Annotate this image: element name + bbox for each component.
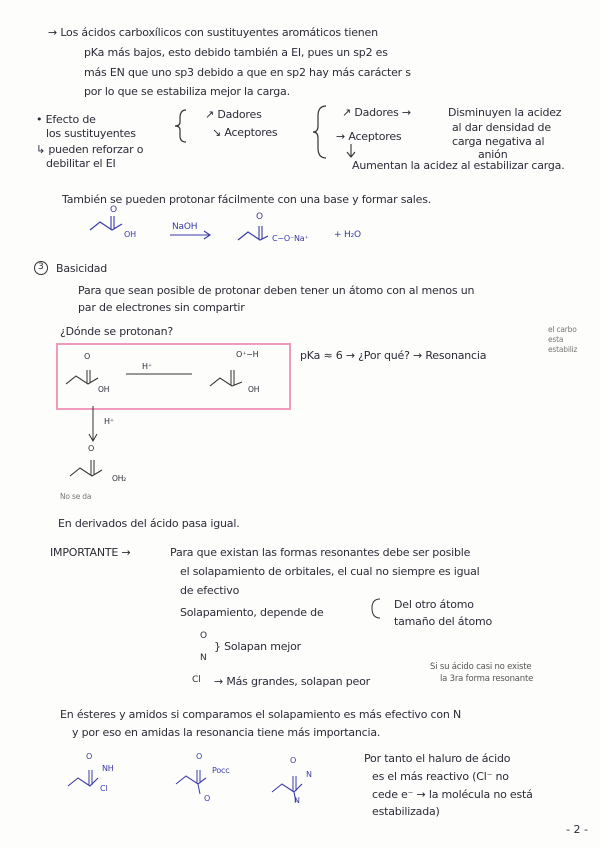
side-note-1: Si su ácido casi no existe xyxy=(430,662,532,672)
amide-molecule xyxy=(64,762,124,796)
mol-o-3: O xyxy=(84,352,91,361)
basicity-num: 3 xyxy=(38,262,44,272)
intro-line-1: → Los ácidos carboxílicos con sustituyentes aromáticos tienen xyxy=(48,26,378,39)
acid-note-1: Por tanto el haluro de ácido xyxy=(364,752,511,765)
amide-o: O xyxy=(86,752,93,761)
esters-line-1: En ésteres y amidos si comparamos el solapamiento es más efectivo con N xyxy=(60,708,462,721)
effect-bullet-1a: • Efecto de xyxy=(36,113,96,126)
overlap-label: Solapamiento, depende de xyxy=(180,606,324,619)
down-arrow-2 xyxy=(86,404,100,444)
note-right-2: esta xyxy=(548,335,564,344)
note-right-3: estabiliz xyxy=(548,345,578,354)
basicity-title: Basicidad xyxy=(56,262,108,275)
ester-o: O xyxy=(196,752,203,761)
side-note-2: la 3ra forma resonante xyxy=(440,674,534,684)
important-line-2: el solapamiento de orbitales, el cual no siempre es igual xyxy=(180,565,480,578)
ester-pocc: Pocc xyxy=(212,766,230,775)
fork-arrows xyxy=(368,596,382,624)
amide-cl: Cl xyxy=(100,784,108,793)
letter-cl: Cl xyxy=(192,675,201,685)
h-plus-2: H⁺ xyxy=(104,417,114,426)
basicity-line-1: Para que sean posible de protonar deben tener un átomo con al menos un xyxy=(78,284,475,297)
result-1a: Disminuyen la acidez xyxy=(448,106,562,119)
donores-2: ↗ Dadores → xyxy=(342,106,411,119)
solapan-mejor: } Solapan mejor xyxy=(214,640,301,653)
aceptores-2: → Aceptores xyxy=(336,130,402,143)
acid-note-2: es el más reactivo (Cl⁻ no xyxy=(372,770,509,783)
reaction-arrow-1 xyxy=(168,230,214,240)
dep-1: Del otro átomo xyxy=(394,598,474,611)
amine-o: O xyxy=(290,756,297,765)
mol-oh-3: OH xyxy=(98,385,110,394)
deprotonate-text: También se pueden protonar fácilmente con una base y formar sales. xyxy=(62,193,432,206)
intro-line-2: pKa más bajos, esto debido también a EI, pues un sp2 es xyxy=(84,46,388,59)
result-1d: anión xyxy=(478,148,508,161)
acid-note-3: cede e⁻ → la molécula no está xyxy=(372,788,533,801)
reaction-arrow-2 xyxy=(124,370,196,378)
mol-o-2: O xyxy=(256,212,263,222)
mol-salt: C−O⁻Na⁺ xyxy=(272,234,309,243)
mol-oh-4: OH xyxy=(248,385,260,394)
water-label: + H₂O xyxy=(334,230,361,240)
ester-o-2: O xyxy=(204,794,211,803)
esters-line-2: y por eso en amidas la resonancia tiene más importancia. xyxy=(72,726,381,739)
result-1c: carga negativa al xyxy=(452,135,545,148)
amine-n: N xyxy=(306,770,312,779)
amide-nh: NH xyxy=(102,764,114,773)
intro-line-3: más EN que uno sp3 debido a que en sp2 hay más carácter s xyxy=(84,66,411,79)
mol-oh2: OH₂ xyxy=(112,474,126,483)
note-right-1: el carbo xyxy=(548,325,577,334)
basicity-line-2: par de electrones sin compartir xyxy=(78,301,245,314)
mol-o-4: O xyxy=(88,444,95,453)
pka-line: pKa ≈ 6 → ¿Por qué? → Resonancia xyxy=(300,349,487,362)
letter-n: N xyxy=(200,653,207,663)
amine-n-2: N xyxy=(294,796,300,805)
derivatives-text: En derivados del ácido pasa igual. xyxy=(58,517,240,530)
mol-oplus: O⁺−H xyxy=(236,350,259,359)
no-se-da: No se da xyxy=(60,492,92,501)
dep-2: tamaño del átomo xyxy=(394,615,493,628)
h-plus-1: H⁺ xyxy=(142,362,152,371)
mol-o-1: O xyxy=(110,205,117,215)
important-label: IMPORTANTE → xyxy=(50,546,131,559)
effect-bullet-1b: los sustituyentes xyxy=(46,127,136,140)
mol-oh-1: OH xyxy=(124,230,136,239)
effect-bullet-2b: debilitar el EI xyxy=(46,157,116,170)
bigger-worse: → Más grandes, solapan peor xyxy=(214,675,370,688)
intro-line-4: por lo que se estabiliza mejor la carga. xyxy=(84,85,290,98)
important-line-1: Para que existan las formas resonantes debe ser posible xyxy=(170,546,471,559)
important-line-3: de efectivo xyxy=(180,584,240,597)
naoh-label: NaOH xyxy=(172,222,198,232)
down-arrow xyxy=(345,143,357,159)
letter-o: O xyxy=(200,631,207,641)
donores-label: ↗ Dadores xyxy=(205,108,262,121)
basicity-question: ¿Dónde se protonan? xyxy=(60,325,174,338)
aceptores-label: ↘ Aceptores xyxy=(212,126,278,139)
result-2: Aumentan la acidez al estabilizar carga. xyxy=(352,159,565,172)
result-1b: al dar densidad de xyxy=(452,121,551,134)
page-number: - 2 - xyxy=(566,823,588,836)
acid-note-4: estabilizada) xyxy=(372,805,440,818)
effect-bullet-2a: ↳ pueden reforzar o xyxy=(36,143,144,156)
